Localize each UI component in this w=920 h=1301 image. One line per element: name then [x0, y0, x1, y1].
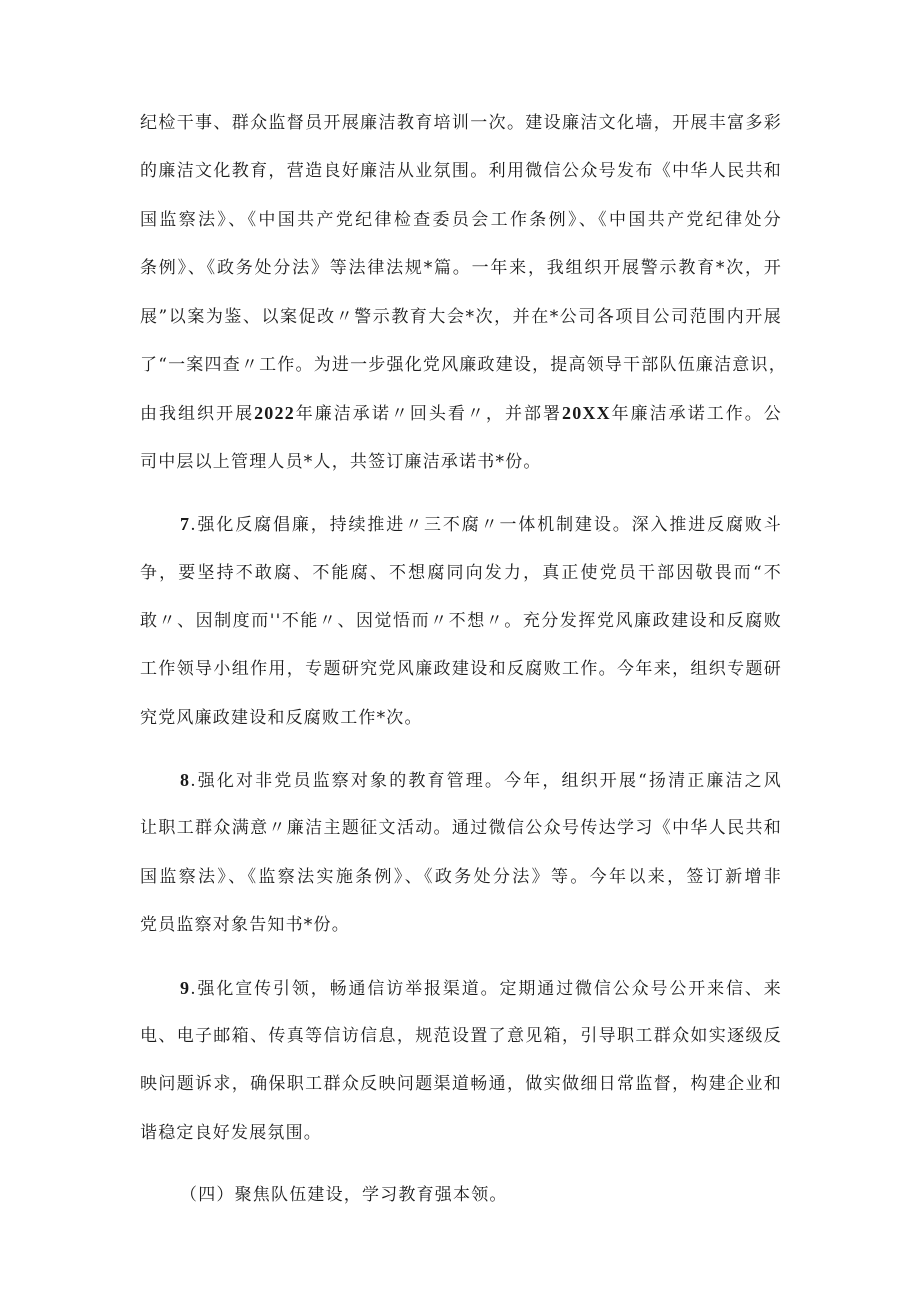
text-line: 谐稳定良好发展氛围。	[140, 1122, 322, 1143]
text-line	[140, 763, 782, 811]
section-heading: （四）聚焦队伍建设，学习教育强本领。	[180, 1185, 508, 1206]
text-line	[140, 396, 782, 444]
item-number: 9	[180, 977, 191, 998]
year-text: 2022	[254, 403, 295, 424]
text-line: 敢〃、因制度而''不能〃、因觉悟而〃不想〃。充分发挥党风廉政建设和反腐败	[140, 610, 782, 631]
text-line: 国监察法》、《中国共产党纪律检查委员会工作条例》、《中国共产党纪律处分	[140, 209, 782, 230]
text-fragment: .强化对非党员监察对象的教育管理。今年，组织开展“扬清正廉洁之风	[190, 771, 782, 792]
document-body	[140, 106, 787, 1227]
text-line: 了“一案四查〃工作。为进一步强化党风廉政建设，提高领导干部队伍廉洁意识，	[140, 354, 787, 375]
text-line: 让职工群众满意〃廉洁主题征文活动。通过微信公众号传达学习《中华人民共和	[140, 818, 782, 839]
text-fragment: 由我组织开展	[140, 404, 255, 425]
text-line: 的廉洁文化教育，营造良好廉洁从业氛围。利用微信公众号发布《中华人民共和	[140, 161, 782, 182]
paragraph-item-8	[140, 763, 782, 957]
text-line: 争，要坚持不敢腐、不能腐、不想腐同向发力，真正使党员干部因敬畏而“不	[140, 562, 782, 583]
text-line: 映问题诉求，确保职工群众反映问题渠道畅通，做实做细日常监督，构建企业和	[140, 1074, 782, 1095]
item-number: 7	[180, 514, 191, 535]
text-fragment: 年廉洁承诺工作。公	[610, 404, 782, 425]
item-number: 8	[180, 770, 191, 791]
paragraph-item-9	[140, 971, 782, 1165]
text-line: 司中层以上管理人员*人，共签订廉洁承诺书*份。	[140, 451, 542, 472]
text-fragment: .强化宣传引领，畅通信访举报渠道。定期通过微信公众号公开来信、来	[190, 978, 782, 999]
text-line: 电、电子邮箱、传真等信访信息，规范设置了意见箱，引导职工群众如实逐级反	[140, 1026, 782, 1047]
text-line: 工作领导小组作用，专题研究党风廉政建设和反腐败工作。今年来，组织专题研	[140, 659, 782, 680]
text-fragment: 年廉洁承诺〃回头看〃，并部署	[294, 404, 562, 425]
text-line	[140, 507, 782, 555]
text-line: 条例》、《政务处分法》等法律法规*篇。一年来，我组织开展警示教育*次，开	[140, 258, 782, 279]
paragraph-1	[140, 106, 787, 493]
year-text: 20XX	[562, 403, 611, 424]
text-line	[140, 971, 782, 1019]
paragraph-item-7	[140, 507, 782, 749]
text-line: 纪检干事、群众监督员开展廉洁教育培训一次。建设廉洁文化墙，开展丰富多彩	[140, 113, 782, 133]
text-fragment: .强化反腐倡廉，持续推进〃三不腐〃一体机制建设。深入推进反腐败斗	[190, 515, 782, 536]
text-line: 党员监察对象告知书*份。	[140, 915, 350, 936]
text-line: 国监察法》、《监察法实施条例》、《政务处分法》等。今年以来，签订新增非	[140, 866, 782, 887]
text-line: 展”以案为鉴、以案促改〃警示教育大会*次，并在*公司各项目公司范围内开展	[140, 306, 782, 327]
text-line: 究党风廉政建设和反腐败工作*次。	[140, 707, 423, 728]
